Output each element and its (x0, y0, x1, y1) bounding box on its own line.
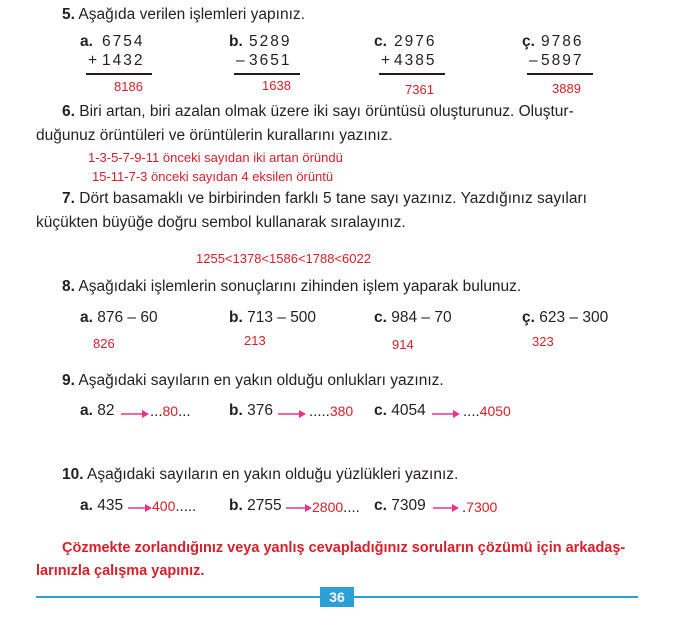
q8d (522, 309, 608, 327)
q5d-top: 9786 (541, 33, 584, 50)
q10c (374, 497, 426, 515)
q9b-value: 376 (247, 402, 273, 419)
q5c-answer: 7361 (405, 82, 434, 97)
q5d-rule (527, 73, 593, 75)
q6-prompt-line1 (62, 103, 574, 121)
q7-answer: 1255<1378<1586<1788<6022 (196, 251, 371, 266)
q5b-answer: 1638 (262, 78, 291, 93)
q9a (80, 402, 115, 420)
q9c-arrow-icon (432, 409, 460, 419)
q9-number: 9. (62, 372, 75, 389)
q5a-rule (86, 73, 152, 75)
q10c-label: c. (374, 497, 387, 514)
q9b-answer-blank: .....380 (309, 403, 354, 420)
footer-line-right (354, 596, 638, 598)
q10a-answer-blank: 400..... (152, 498, 197, 515)
q7-number: 7. (62, 190, 75, 207)
q5a-answer: 8186 (114, 79, 143, 94)
q10b-answer-blank: 2800.... (312, 499, 360, 516)
q7-prompt-line2: küçükten büyüğe doğru sembol kullanarak sıralayınız. (36, 214, 406, 231)
q9c-label: c. (374, 402, 387, 419)
q5-prompt (62, 6, 305, 24)
q9b (229, 402, 273, 420)
q9-prompt (62, 372, 444, 390)
q8d-label: ç. (522, 309, 535, 326)
q10b-value: 2755 (247, 497, 282, 514)
q5b-label: b. (229, 33, 243, 50)
q10-number: 10. (62, 466, 84, 483)
q5-text: Aşağıda verilen işlemleri yapınız. (78, 6, 305, 23)
q5a-bottom: 1432 (102, 52, 145, 69)
q10-text: Aşağıdaki sayıların en yakın olduğu yüzlükleri yazınız. (87, 466, 459, 483)
q10a-label: a. (80, 497, 93, 514)
q8a (80, 309, 158, 327)
footer-line-left (36, 596, 320, 598)
q5c-top: 2976 (394, 33, 437, 50)
q9b-answer: 380 (329, 403, 354, 419)
q8-text: Aşağıdaki işlemlerin sonuçlarını zihinden işlem yaparak bulunuz. (78, 278, 522, 295)
q5a-label: a. (80, 33, 93, 50)
q5d-bottom: 5897 (541, 52, 584, 69)
q6-prompt-line2: duğunuz örüntüleri ve örüntülerin kurallarını yazınız. (36, 127, 393, 144)
q6-answer1: 1-3-5-7-9-11 önceki sayıdan iki artan öründü (88, 150, 343, 165)
q10a (80, 497, 123, 515)
q10c-arrow-icon (433, 503, 459, 513)
q10b-answer: 2800 (312, 499, 344, 515)
q5-number: 5. (62, 6, 75, 23)
footnote-line1: Çözmekte zorlandığınız veya yanlış cevapladığınız soruların çözümü için arkadaş- (62, 540, 626, 556)
q5a-sign: + (88, 52, 100, 69)
footnote-line2: larınızla çalışma yapınız. (36, 563, 205, 579)
q7-text-line1: Dört basamaklı ve birbirinden farklı 5 tane sayı yazınız. Yazdığınız sayıları (79, 190, 587, 207)
q8b-label: b. (229, 309, 243, 326)
q10-prompt (62, 466, 458, 484)
q5b-bottom: 3651 (249, 52, 292, 69)
q8a-expr: 876 – 60 (97, 309, 158, 326)
q8b (229, 309, 316, 327)
q9b-label: b. (229, 402, 243, 419)
q8c-expr: 984 – 70 (391, 309, 452, 326)
q6-number: 6. (62, 103, 75, 120)
q10b (229, 497, 282, 515)
q8d-answer: 323 (532, 334, 554, 349)
q9a-answer: 80 (162, 403, 179, 419)
q5b-sign: – (236, 52, 247, 69)
q10b-arrow-icon (286, 503, 312, 513)
q9c-value: 4054 (391, 402, 426, 419)
q5d-label: ç. (522, 33, 535, 50)
q6-text-line1: Biri artan, biri azalan olmak üzere iki sayı örüntüsü oluşturunuz. Oluştur- (79, 103, 574, 120)
q5c-sign: + (381, 52, 393, 69)
q10a-answer: 400 (152, 498, 176, 514)
q10c-answer-blank: .7300 (462, 499, 498, 516)
q10a-value: 435 (97, 497, 124, 514)
q5d-sign: – (529, 52, 540, 69)
q5b-top: 5289 (249, 33, 292, 50)
q8a-label: a. (80, 309, 93, 326)
q9c (374, 402, 426, 420)
q9a-answer-blank: ...80... (150, 403, 191, 420)
q9a-label: a. (80, 402, 93, 419)
q9b-arrow-icon (278, 409, 306, 419)
page-number: 36 (320, 587, 354, 607)
q5c-bottom: 4385 (394, 52, 437, 69)
q8d-expr: 623 – 300 (539, 309, 609, 326)
q9a-value: 82 (97, 402, 115, 419)
q5d-answer: 3889 (552, 81, 581, 96)
q8c-answer: 914 (392, 337, 414, 352)
q8a-answer: 826 (93, 336, 115, 351)
q9-text: Aşağıdaki sayıların en yakın olduğu onlukları yazınız. (78, 372, 444, 389)
q8b-answer: 213 (244, 333, 266, 348)
q7-prompt-line1 (62, 190, 587, 208)
q8-prompt (62, 278, 521, 296)
q5b-rule (234, 73, 300, 75)
q10c-answer: 7300 (466, 499, 498, 515)
q8-number: 8. (62, 278, 75, 295)
q8b-expr: 713 – 500 (247, 309, 317, 326)
q9a-arrow-icon (121, 409, 149, 419)
q8c (374, 309, 452, 327)
q5c-rule (379, 73, 445, 75)
q9c-answer: 4050 (479, 403, 511, 419)
q10c-value: 7309 (391, 497, 426, 514)
q9c-answer-blank: ....4050 (463, 403, 511, 420)
q6-answer2: 15-11-7-3 önceki sayıdan 4 eksilen örüntü (92, 169, 334, 184)
q8c-label: c. (374, 309, 387, 326)
q5c-label: c. (374, 33, 387, 50)
q5a-top: 6754 (102, 33, 145, 50)
q10a-arrow-icon (128, 503, 152, 513)
q10b-label: b. (229, 497, 243, 514)
